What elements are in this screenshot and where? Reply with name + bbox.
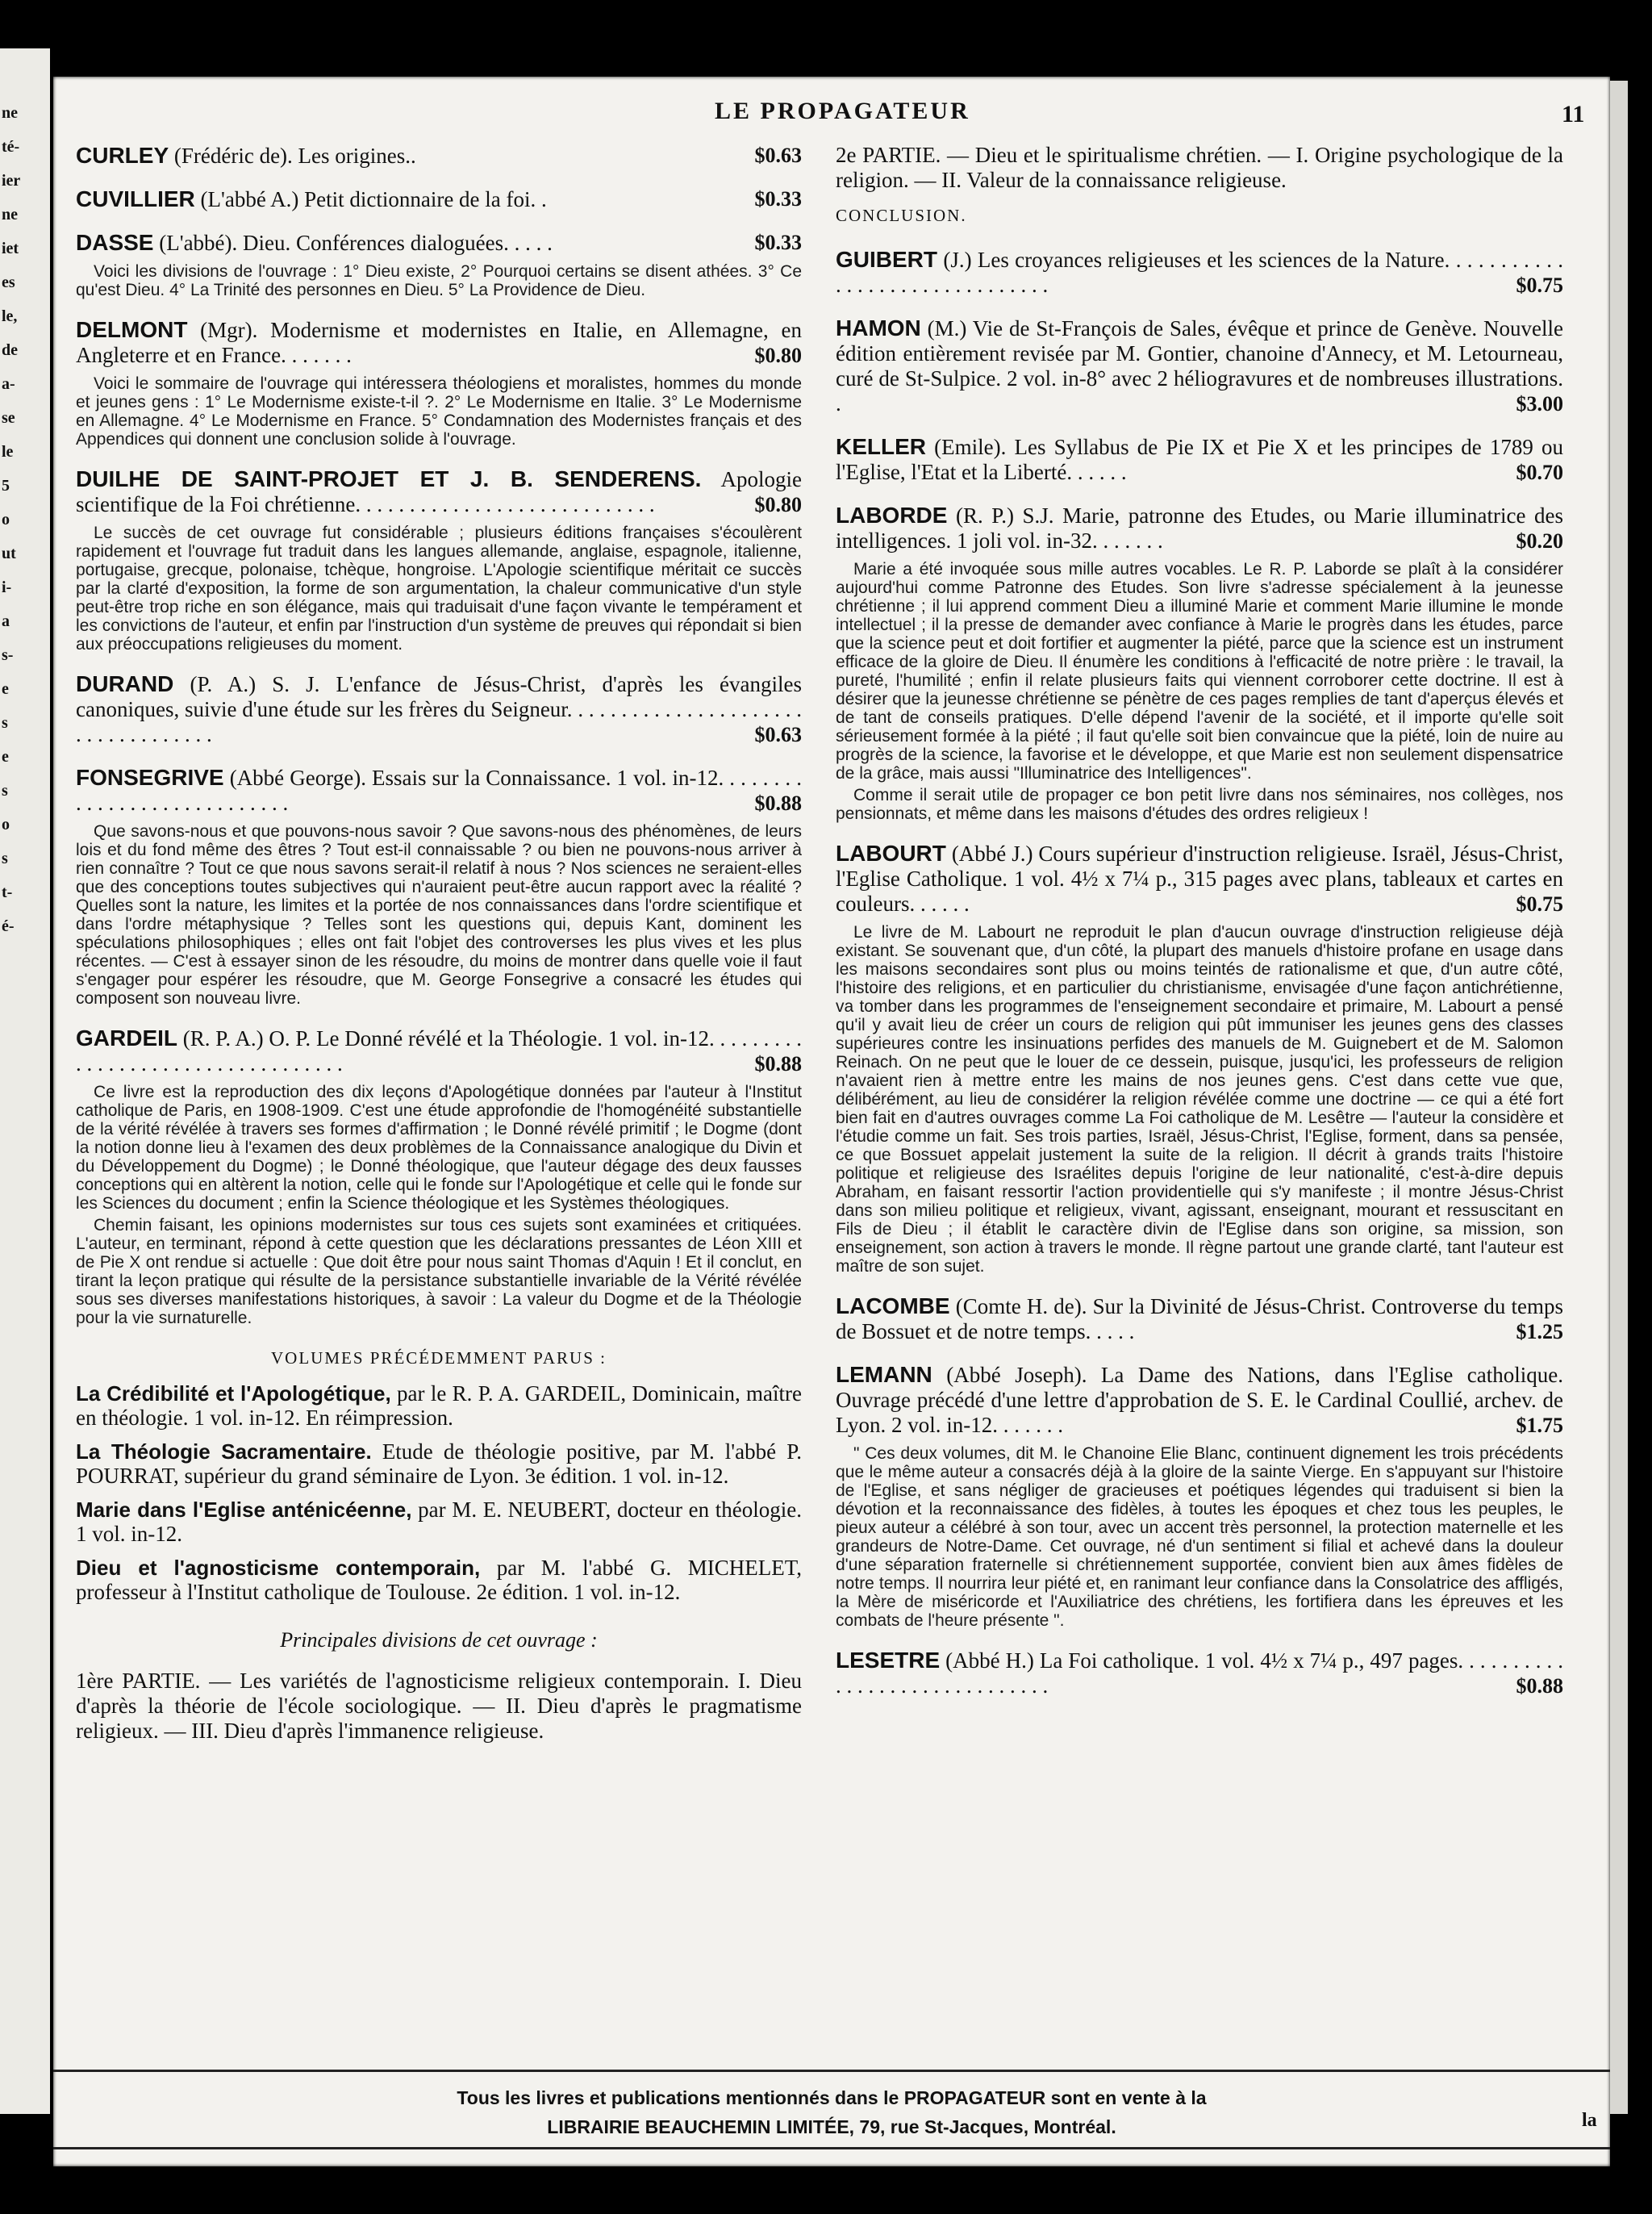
right-parts <box>836 143 1563 193</box>
book-title: (Abbé Joseph). La Dame des Nations, dans l'Eglise catholique. Ouvrage précédé d'une lettre d'approbation de S. E. le Cardinal Coullié, archev. de Lyon. 2 vol. in-12. . . . . . . <box>836 1363 1563 1437</box>
book-author: GARDEIL <box>76 1026 177 1051</box>
margin-fragment: iet <box>2 240 19 257</box>
margin-fragment: de <box>2 341 18 359</box>
book-author: LABOURT <box>836 841 946 866</box>
margin-fragment: s <box>2 714 8 732</box>
book-price: $0.75 <box>1516 274 1563 297</box>
book-title: Apologie scientifique de la Foi chrétienne. . . . . . . . . . . . . . . . . . . . . . . . . . . . <box>76 467 802 516</box>
book-author: FONSEGRIVE <box>76 765 224 790</box>
book-author: LEMANN <box>836 1362 932 1387</box>
book-description <box>76 1083 802 1327</box>
book-price: $0.88 <box>1516 1674 1563 1698</box>
book-description <box>836 923 1563 1276</box>
book-author: DELMONT <box>76 317 188 342</box>
description-paragraph: Chemin faisant, les opinions modernistes sur tous ces sujets sont examinées et critiquées. L'auteur, en terminant, répond à cette question que les déclarations pressantes de Léon XIII et de Pie X ont rendue si actuelle : Que doit être pour nous saint Thomas d'Aquin ! Et il conclut, en tirant la leçon pratique qui résulte de la persistance substantielle invariable de la Vérité révélée sous ses diverses manifestations historiques, à savoir : La valeur du Dogme et de la Théologie pour la vie surnaturelle. <box>76 1216 802 1327</box>
margin-fragment: 5 <box>2 477 10 495</box>
previous-volume-title: La Théologie Sacramentaire. <box>76 1439 372 1464</box>
book-author: LESETRE <box>836 1648 941 1673</box>
margin-fragment: se <box>2 409 15 427</box>
book-price: $0.88 <box>754 1052 802 1076</box>
previous-volume <box>76 1381 802 1430</box>
page-number: 11 <box>1562 101 1585 127</box>
description-paragraph: Voici les divisions de l'ouvrage : 1° Dieu existe, 2° Pourquoi certains se disent athées. 3° Ce qu'est Dieu. 4° La Trinité des personnes en Dieu. 5° La Providence de Dieu. <box>76 262 802 299</box>
margin-fragment: le <box>2 443 14 461</box>
book-price: $3.00 <box>1516 392 1563 416</box>
margin-fragment: a <box>2 612 10 630</box>
book-line <box>836 1648 1563 1698</box>
previous-volumes-heading: VOLUMES PRÉCÉDEMMENT PARUS : <box>271 1348 607 1368</box>
right-entries <box>836 247 1563 1698</box>
description-paragraph: Le succès de cet ouvrage fut considérable ; plusieurs éditions françaises s'écoulèrent rapidement et l'ouvrage fut traduit dans les langues allemande, anglaise, espagnole, italienne, portugaise, grecque, polonaise, tchèque, hongroise. L'Apologie scientifique méritait ce succès par la clarté d'exposition, la forme de son argumentation, la chaleur communicative d'un style peut-être trop riche en son élégance, mais qui traduisait d'une façon vivante le tempérament et les convictions de l'auteur, et enfin par l'instruction d'un système de preuves qui répondait si bien aux préoccupations religieuses du moment. <box>76 524 802 654</box>
book-author: LACOMBE <box>836 1293 950 1318</box>
margin-fragment: s- <box>2 646 14 664</box>
conclusion-label: CONCLUSION. <box>836 206 967 225</box>
margin-fragment: i- <box>2 579 12 596</box>
division-part: 2e PARTIE. — Dieu et le spiritualisme chrétien. — I. Origine psychologique de la religion. — II. Valeur de la connaissance religieuse. <box>836 143 1563 192</box>
book-price: $1.25 <box>1516 1320 1563 1343</box>
book-line <box>76 466 802 517</box>
book-description <box>836 560 1563 823</box>
margin-fragment: ut <box>2 545 16 562</box>
book-author: HAMON <box>836 315 921 340</box>
book-price: $0.33 <box>754 187 802 211</box>
margin-fragment: ne <box>2 104 18 122</box>
margin-fragment: o <box>2 816 10 833</box>
previous-volume <box>76 1498 802 1546</box>
book-line <box>836 841 1563 917</box>
footer-rule-bottom <box>53 2147 1610 2149</box>
catalog-page <box>53 77 1610 2166</box>
book-line <box>76 765 802 816</box>
book-line <box>76 143 802 169</box>
book-entry <box>836 247 1563 298</box>
margin-fragment: ier <box>2 172 21 190</box>
book-line <box>836 315 1563 416</box>
book-entry <box>836 503 1563 823</box>
margin-fragment: é- <box>2 917 15 935</box>
book-line <box>836 1362 1563 1438</box>
divisions-heading: Principales divisions de cet ouvrage : <box>280 1628 598 1652</box>
book-entry <box>836 1648 1563 1698</box>
previous-volume-title: Dieu et l'agnosticisme contemporain, <box>76 1556 481 1580</box>
adjacent-page-strip <box>0 48 50 2114</box>
book-entry <box>836 434 1563 485</box>
book-description <box>76 822 802 1008</box>
book-author: DUILHE DE SAINT-PROJET ET J. B. SENDERENS. <box>76 466 702 491</box>
book-author: DASSE <box>76 230 154 255</box>
book-line <box>76 230 802 256</box>
book-description <box>836 1444 1563 1630</box>
book-price: $0.33 <box>754 231 802 254</box>
margin-fragment: e <box>2 680 9 698</box>
book-line <box>76 317 802 368</box>
book-title: (Frédéric de). Les origines.. <box>173 144 416 168</box>
book-title: (Abbé H.) La Foi catholique. 1 vol. 4½ x 7¼ p., 497 pages. . . . . . . . . . . . . . . . . . . . . . . . . . . . . . <box>836 1648 1564 1698</box>
book-title: (J.) Les croyances religieuses et les sciences de la Nature. . . . . . . . . . . . . . . . . . . . . . . . . . . . . . . <box>836 248 1564 297</box>
book-price: $0.80 <box>754 493 802 516</box>
book-entry <box>836 315 1563 416</box>
book-title: (Comte H. de). Sur la Divinité de Jésus-Christ. Controverse du temps de Bossuet et de notre temps. . . . . <box>836 1294 1563 1343</box>
book-price: $0.70 <box>1516 461 1563 484</box>
margin-fragment: e <box>2 748 9 766</box>
book-title: (Abbé George). Essais sur la Connaissance. 1 vol. in-12. . . . . . . . . . . . . . . . . . . . . . . . . . . . <box>76 766 803 815</box>
book-entry <box>836 1293 1563 1344</box>
book-line <box>76 1026 802 1076</box>
previous-volume-title: La Crédibilité et l'Apologétique, <box>76 1381 391 1406</box>
book-title: (Emile). Les Syllabus de Pie IX et Pie X et les principes de 1789 ou l'Eglise, l'Etat et la Liberté. . . . . . <box>836 435 1564 484</box>
book-entry <box>76 186 802 212</box>
margin-fragment: s <box>2 850 8 867</box>
footer-rule-top <box>53 2070 1610 2072</box>
previous-volume-details: par M. l'abbé G. MICHELET, professeur à l'Institut catholique de Toulouse. 2e édition. 1 vol. in-12. <box>76 1556 802 1604</box>
footer-line-2: LIBRAIRIE BEAUCHEMIN LIMITÉE, 79, rue St-Jacques, Montréal. <box>547 2116 1116 2137</box>
margin-fragment: ne <box>2 206 18 223</box>
book-line <box>836 247 1563 298</box>
book-price: $0.63 <box>754 723 802 746</box>
book-line <box>836 434 1563 485</box>
book-author: CUVILLIER <box>76 186 195 211</box>
book-price: $0.80 <box>754 344 802 367</box>
left-column <box>76 143 802 1748</box>
book-price: $0.20 <box>1516 529 1563 553</box>
book-price: $0.63 <box>754 144 802 167</box>
book-price: $1.75 <box>1516 1414 1563 1437</box>
book-title: (L'abbé A.) Petit dictionnaire de la foi. . <box>200 187 547 211</box>
description-paragraph: Que savons-nous et que pouvons-nous savoir ? Que savons-nous des phénomènes, de leurs lois et du fond même des êtres ? Tout est-il connaissable ? ou bien ne pouvons-nous arriver à rien connaître ? Tout ce que nous savons serait-il relatif à nous ? Nos sciences ne seraient-elles que des conceptions toutes subjectives qui n'auraient peut-être aucun rapport avec la réalité ? Quelles sont la nature, les limites et la portée de nos connaissances dans l'ordre scientifique et dans l'ordre métaphysique ? Telles sont les questions qui, depuis Kant, dominent les spéculations philosophiques ; elles ont fait l'objet des controverses les plus vives et les plus récentes. — C'est à essayer sinon de les résoudre, du moins de montrer dans quelle voie il faut s'engager pour espérer les résoudre, que M. George Fonsegrive a consacré les études qui composent son nouveau livre. <box>76 822 802 1008</box>
book-entry <box>76 1026 802 1327</box>
left-parts <box>76 1669 802 1744</box>
book-description <box>76 524 802 654</box>
footer-line-1: Tous les livres et publications mentionnés dans le PROPAGATEUR sont en vente à la <box>457 2087 1207 2108</box>
book-title: (P. A.) S. J. L'enfance de Jésus-Christ, d'après les évangiles canoniques, suivie d'une étude sur les frères du Seigneur. . . . . . . . . . . . . . . . . . . . . . . . . . . . . . . . . . . <box>76 672 802 746</box>
book-title: (M.) Vie de St-François de Sales, évêque et prince de Genève. Nouvelle édition entièrement revisée par M. Gontier, chanoine d'Annecy, et M. Letourneau, curé de St-Sulpice. 2 vol. in-8° avec 2 héliogravures et de nombreuses illustrations. . <box>836 316 1564 416</box>
margin-fragment: le, <box>2 307 18 325</box>
book-entry <box>76 671 802 747</box>
book-entry <box>76 143 802 169</box>
division-part: 1ère PARTIE. — Les variétés de l'agnosticisme religieux contemporain. I. Dieu d'après la théorie de l'école sociologique. — II. Dieu d'après le pragmatisme religieux. — III. Dieu d'après l'immanence religieuse. <box>76 1669 802 1743</box>
description-paragraph: Le livre de M. Labourt ne reproduit le plan d'aucun ouvrage d'instruction religieuse déjà existant. Se souvenant que, d'un côté, la plupart des manuels d'histoire profane en usage dans les maisons secondaires sont plus ou moins teintés de rationalisme et que, d'un autre côté, l'histoire des religions, et en particulier du christianisme, envisagée d'une façon antichrétienne, va tomber dans les programmes de l'enseignement secondaire et primaire, M. Labourt a pensé qu'il y avait lieu de créer un cours de religion qui pût immuniser les jeunes gens des classes supérieures contre les insinuations perfides des manuels de M. Guignebert et de M. Salomon Reinach. On ne peut que le louer de ce dessein, puisque, jusqu'ici, les professeurs de religion n'avaient rien à mettre entre les mains de nos jeunes gens. C'est dans cette vue que, délibérément, au lieu de considérer la religion révélée comme une doctrine — ce qui a été fort bien fait en d'autres ouvrages comme La Foi catholique de M. Lesêtre — l'auteur la considère et l'étudie comme un fait. Ses trois parties, Israël, Jésus-Christ, l'Eglise, forment, dans sa pensée, ce que Bossuet appelait justement la suite de la religion. Il décrit à grands traits l'histoire politique et religieuse des Israélites depuis l'origine de leur nationalité, c'est-à-dire depuis Abraham, en faisant ressortir l'action providentielle qui s'y manifeste ; il montre Jésus-Christ dans son milieu politique et religieux, vivant, agissant, enseignant, mourant et ressuscitant en Fils de Dieu ; il établit le caractère divin de l'Eglise dans son origine, sa mission, son enseignement, son action à travers le monde. Il règne partout une grande clarté, tant l'auteur est maître de son sujet. <box>836 923 1563 1276</box>
margin-fragment: o <box>2 511 10 528</box>
description-paragraph: Comme il serait utile de propager ce bon petit livre dans nos séminaires, nos collèges, nos pensionnats, et même dans les maisons d'études des ordres religieux ! <box>836 786 1563 823</box>
book-description <box>76 374 802 449</box>
book-entry <box>836 841 1563 1276</box>
book-entry <box>836 1362 1563 1630</box>
book-title: (Mgr). Modernisme et modernistes en Italie, en Allemagne, en Angleterre et en France. . . . . . . <box>76 318 803 367</box>
book-entry <box>76 466 802 654</box>
margin-fragment: a- <box>2 375 15 393</box>
left-entries <box>76 143 802 1327</box>
book-author: GUIBERT <box>836 247 937 272</box>
previous-volumes-list <box>76 1381 802 1604</box>
book-author: CURLEY <box>76 143 169 168</box>
book-title: (L'abbé). Dieu. Conférences dialoguées. . . . . <box>159 231 553 255</box>
description-paragraph: Marie a été invoquée sous mille autres vocables. Le R. P. Laborde se plaît à la considérer aujourd'hui comme Patronne des Etudes. Son livre s'adresse spécialement à la jeunesse chrétienne ; il lui apprend comment Dieu a illuminé Marie et comment Marie illumine le monde intellectuel ; il la presse de demander avec confiance à Marie le progrès dans les études, parce que la science peut et doit fortifier et augmenter la piété, parce que la science est un instrument efficace de la gloire de Dieu. Il énumère les conditions à l'efficacité de notre prière : le travail, la pureté, l'humilité ; enfin il relate plusieurs faits qui viennent corroborer cette doctrine. Il est à désirer que la jeunesse chrétienne se pénètre de ces pages remplies de tant d'aperçus élevés et de tant de conseils pratiques. D'elle dépend l'avenir de la société, et il importe qu'elle soit sérieusement formée à la piété ; il faut qu'elle soit bien convaincue que la piété, loin de nuire au progrès de la science, la favorise et le développe, et que Marie est non seulement dispensatrice de la grâce, mais aussi "Illuminatrice des Intelligences". <box>836 560 1563 783</box>
book-entry <box>76 317 802 449</box>
right-column <box>836 143 1563 1716</box>
book-description <box>76 262 802 299</box>
book-title: (R. P.) S.J. Marie, patronne des Etudes, ou Marie illuminatrice des intelligences. 1 joli vol. in-32. . . . . . . <box>836 503 1564 553</box>
book-price: $0.75 <box>1516 892 1563 916</box>
margin-fragment: té- <box>2 138 20 156</box>
corner-fragment: la <box>1582 2110 1597 2131</box>
book-price: $0.88 <box>754 792 802 815</box>
margin-fragment: es <box>2 274 15 291</box>
description-paragraph: Voici le sommaire de l'ouvrage qui intéressera théologiens et moralistes, hommes du monde et jeunes gens : 1° Le Modernisme existe-t-il ?. 2° Le Modernisme en Italie. 3° Le Modernisme en Allemagne. 4° Le Modernisme en France. 5° Condamnation des Modernistes français et des Appendices qui donnent une conclusion solide à l'ouvrage. <box>76 374 802 449</box>
book-title: (Abbé J.) Cours supérieur d'instruction religieuse. Israël, Jésus-Christ, l'Eglise Catholique. 1 vol. 4½ x 7¼ p., 315 pages avec plans, tableaux et cartes en couleurs. . . . . . <box>836 842 1564 916</box>
book-author: KELLER <box>836 434 926 459</box>
book-title: (R. P. A.) O. P. Le Donné révélé et la Théologie. 1 vol. in-12. . . . . . . . . . . . . . . . . . . . . . . . . . . . . . . . . . <box>76 1026 803 1076</box>
book-author: DURAND <box>76 671 174 696</box>
previous-volume-title: Marie dans l'Eglise anténicéenne, <box>76 1498 412 1522</box>
description-paragraph: " Ces deux volumes, dit M. le Chanoine Elie Blanc, continuent dignement les trois précédents que le même auteur a consacrés déjà à la gloire de la sainte Vierge. En s'appuyant sur l'histoire de l'Eglise, et sans négliger de gracieuses et poétiques légendes qui traduisent si bien la dévotion et la reconnaissance des fidèles, à toutes les époques et chez tous les peuples, le pieux auteur a célébré à son tour, avec un accent très personnel, la protection maternelle et les grandeurs de Notre-Dame. Cet ouvrage, né d'un sentiment si filial et achevé dans la douleur d'une séparation fraternelle si chrétiennement supportée, convient bien aux âmes fidèles de notre temps. Il nourrira leur piété et, en ranimant leur confiance dans la Consolatrice des affligés, la Mère de miséricorde et l'Auxiliatrice des chrétiens, les fortifiera dans les épreuves et les combats de l'heure présente ". <box>836 1444 1563 1630</box>
book-entry <box>76 230 802 299</box>
margin-fragment: t- <box>2 884 13 901</box>
previous-volume-details: Etude de théologie positive, par M. l'abbé P. POURRAT, supérieur du grand séminaire de Lyon. 3e édition. 1 vol. in-12. <box>76 1439 802 1488</box>
book-author: LABORDE <box>836 503 948 528</box>
book-line <box>836 1293 1563 1344</box>
page-header-title: LE PROPAGATEUR <box>715 98 970 124</box>
previous-volume-details: par M. E. NEUBERT, docteur en théologie. 1 vol. in-12. <box>76 1498 803 1546</box>
previous-volume-details: par le R. P. A. GARDEIL, Dominicain, maître en théologie. 1 vol. in-12. En réimpression. <box>76 1381 803 1430</box>
book-line <box>836 503 1563 554</box>
margin-fragment: s <box>2 782 8 800</box>
book-line <box>76 671 802 747</box>
book-line <box>76 186 802 212</box>
description-paragraph: Ce livre est la reproduction des dix leçons d'Apologétique données par l'auteur à l'Institut catholique de Paris, en 1908-1909. C'est une étude approfondie de l'homogénéité substantielle de la vérité révélée à travers ses formes d'affirmation ; le Donné révélé primitif ; le Dogme (dont la notion donne lieu à l'examen des deux problèmes de la Connaissance analogique du Divin et du Développement du Dogme) ; le Donné théologique, que l'auteur dégage des deux fausses conceptions qui en altèrent la notion, celle qui le fonde sur l'Apologétique et celle qui le fonde sur les Sciences du document ; enfin la Science théologique et les Systèmes théologiques. <box>76 1083 802 1213</box>
previous-volume <box>76 1556 802 1604</box>
previous-volume <box>76 1439 802 1488</box>
book-entry <box>76 765 802 1008</box>
